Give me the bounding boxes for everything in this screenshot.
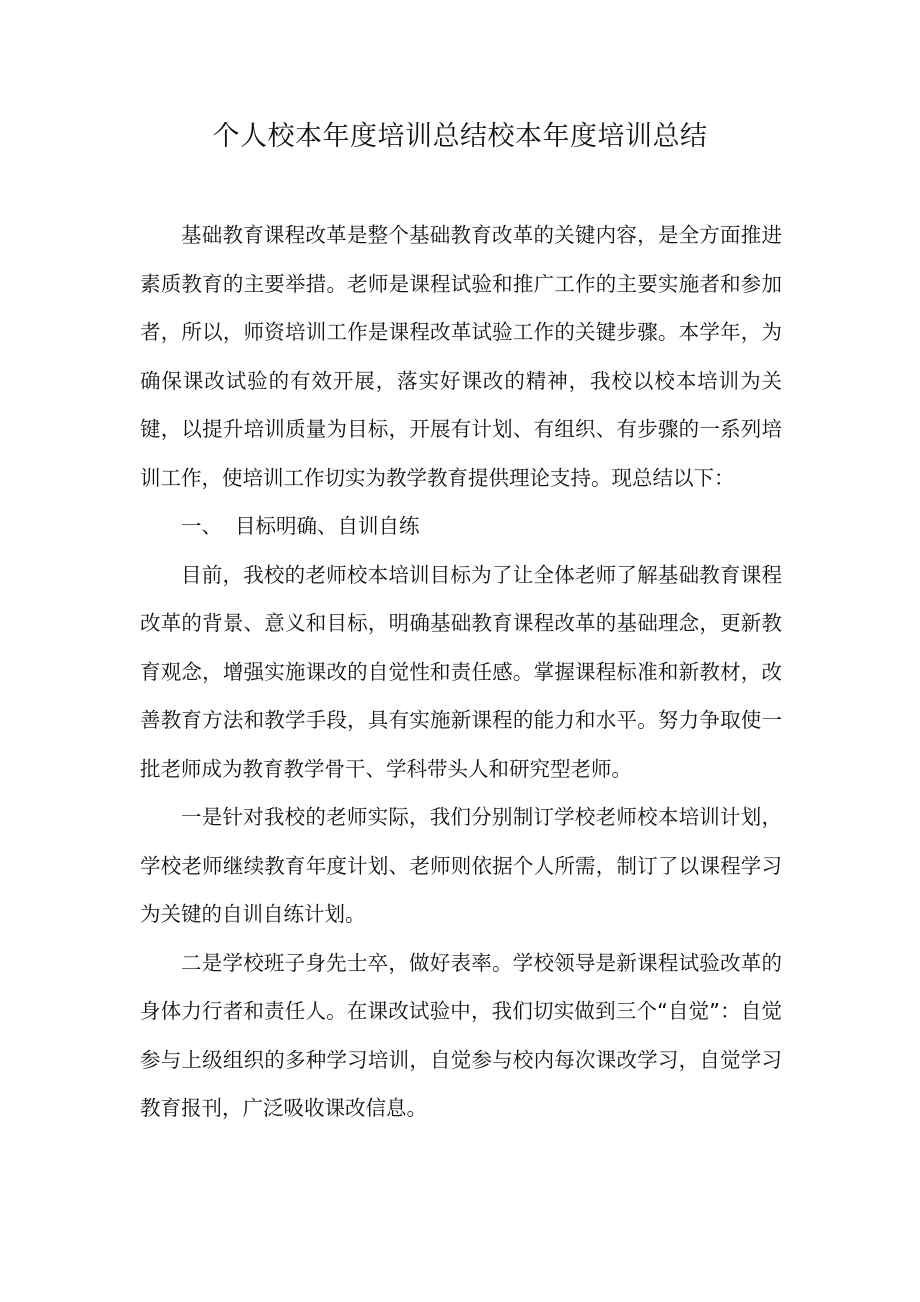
- document-body: [140, 211, 782, 1133]
- document-title: 个人校本年度培训总结校本年度培训总结: [212, 121, 708, 152]
- body-paragraph: 目前，我校的老师校本培训目标为了让全体老师了解基础教育课程改革的背景、意义和目标，明确基础教育课程改革的基础理念，更新教育观念，增强实施课改的自觉性和责任感。掌握课程标准和新教材，改善教育方法和教学手段，具有实施新课程的能力和水平。努力争取使一批老师成为教育教学骨干、学科带头人和研究型老师。: [140, 562, 782, 781]
- body-paragraph: 一是针对我校的老师实际，我们分别制订学校老师校本培训计划，学校老师继续教育年度计划、老师则依据个人所需，制订了以课程学习为关键的自训自练计划。: [140, 805, 782, 926]
- body-paragraph: 二是学校班子身先士卒，做好表率。学校领导是新课程试验改革的身体力行者和责任人。在课改试验中，我们切实做到三个“自觉”：自觉参与上级组织的多种学习培训，自觉参与校内每次课改学习，自觉学习教育报刊，广泛吸收课改信息。: [140, 950, 782, 1120]
- section-number: 一、: [181, 514, 222, 538]
- section-heading-1: [140, 502, 782, 551]
- intro-paragraph: 基础教育课程改革是整个基础教育改革的关键内容，是全方面推进素质教育的主要举措。老师是课程试验和推广工作的主要实施者和参加者，所以，师资培训工作是课程改革试验工作的关键步骤。本学年，为确保课改试验的有效开展，落实好课改的精神，我校以校本培训为关键，以提升培训质量为目标，开展有计划、有组织、有步骤的一系列培训工作，使培训工作切实为教学教育提供理论支持。现总结以下：: [140, 223, 782, 490]
- section-heading-text: 目标明确、自训自练: [235, 514, 420, 538]
